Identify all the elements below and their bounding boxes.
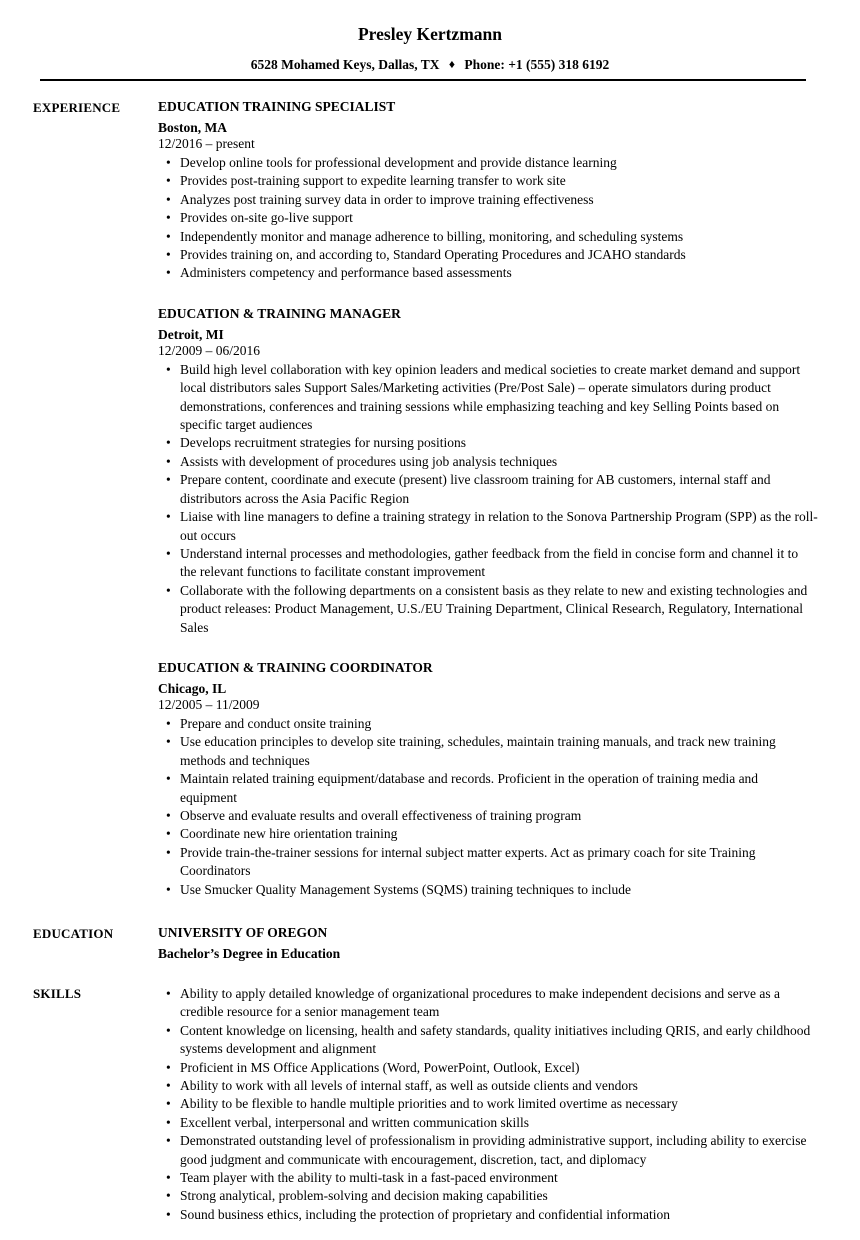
- section-label-experience: EXPERIENCE: [33, 100, 121, 115]
- job-bullet: • Provides training on, and according to, Standard Operating Procedures and JCAHO standards: [158, 246, 818, 264]
- skill-bullet: • Demonstrated outstanding level of professionalism in providing administrative support, including ability to exercise good judgment and communicate with encouragement, discretion, tact, and diplomacy: [158, 1132, 818, 1169]
- degree-name: Bachelor’s Degree in Education: [158, 946, 341, 961]
- job-bullet: • Assists with development of procedures using job analysis techniques: [158, 453, 818, 471]
- skills-content: [158, 983, 818, 1224]
- skill-bullet: • Ability to apply detailed knowledge of organizational procedures to make independent decisions and serve as a credible resource for a senior management team: [158, 985, 818, 1022]
- header-divider: [40, 79, 806, 81]
- section-label-skills: SKILLS: [33, 986, 82, 1001]
- job-bullet: • Independently monitor and manage adherence to billing, monitoring, and scheduling systems: [158, 228, 818, 246]
- job-bullet: • Provides post-training support to expedite learning transfer to work site: [158, 172, 818, 190]
- skill-bullet: • Proficient in MS Office Applications (Word, PowerPoint, Outlook, Excel): [158, 1059, 818, 1077]
- job-bullet: • Prepare and conduct onsite training: [158, 715, 818, 733]
- diamond-icon: ♦: [448, 56, 455, 71]
- candidate-name: Presley Kertzmann: [357, 24, 502, 44]
- job-dates: 12/2005 – 11/2009: [158, 696, 260, 712]
- job-bullet: • Develops recruitment strategies for nursing positions: [158, 434, 818, 452]
- contact-phone: Phone: +1 (555) 318 6192: [464, 56, 610, 72]
- job-bullet: • Observe and evaluate results and overall effectiveness of training program: [158, 807, 818, 825]
- job-bullet-list: [158, 154, 818, 283]
- job-title: EDUCATION & TRAINING MANAGER: [158, 305, 401, 321]
- contact-line: [0, 58, 860, 72]
- section-label-education: EDUCATION: [33, 926, 114, 941]
- job-bullet: • Understand internal processes and methodologies, gather feedback from the field in concise form and channel it to the relevant functions to facilitate constant improvement: [158, 545, 818, 582]
- skill-bullet: • Ability to work with all levels of internal staff, as well as outside clients and vendors: [158, 1077, 818, 1095]
- job-bullet: • Administers competency and performance based assessments: [158, 264, 818, 282]
- job-bullet: • Build high level collaboration with key opinion leaders and medical societies to create market demand and support local distributors sales Support Sales/Marketing activities (Pre/Post Sale) – operate simulators during product demonstrations, conferences and training sessions while emphasizing teaching and key Selling Points based on specific target audiences: [158, 361, 818, 435]
- job-bullet: • Collaborate with the following departments on a consistent basis as they relate to new and existing technologies and product releases: Product Management, U.S./EU Training Department, Clinical Research, Regulatory, International Sales: [158, 582, 818, 637]
- job-bullet-list: [158, 361, 818, 637]
- job-entry-2: [158, 304, 818, 637]
- job-location: Chicago, IL: [158, 680, 227, 696]
- job-bullet-list: [158, 715, 818, 899]
- skill-bullet: • Sound business ethics, including the protection of proprietary and confidential information: [158, 1206, 818, 1224]
- skill-bullet: • Excellent verbal, interpersonal and written communication skills: [158, 1114, 818, 1132]
- skills-section: [0, 983, 860, 1224]
- job-bullet: • Develop online tools for professional development and provide distance learning: [158, 154, 818, 172]
- school-name: UNIVERSITY OF OREGON: [158, 925, 328, 940]
- job-dates: 12/2016 – present: [158, 136, 255, 151]
- job-dates: 12/2009 – 06/2016: [158, 342, 261, 358]
- resume-header: [0, 0, 860, 81]
- job-bullet: • Prepare content, coordinate and execute (present) live classroom training for AB customers, internal staff and distributors across the Asia Pacific Region: [158, 471, 818, 508]
- skill-bullet: • Content knowledge on licensing, health and safety standards, quality initiatives including QRIS, and early childhood systems development and alignment: [158, 1022, 818, 1059]
- job-bullet: • Maintain related training equipment/database and records. Proficient in the operation of training media and equipment: [158, 770, 818, 807]
- skills-bullet-list: [158, 985, 818, 1224]
- contact-address: 6528 Mohamed Keys, Dallas, TX: [250, 56, 440, 72]
- job-entry-1: [158, 97, 818, 283]
- skill-bullet: • Ability to be flexible to handle multiple priorities and to work limited overtime as necessary: [158, 1095, 818, 1113]
- job-title: EDUCATION & TRAINING COORDINATOR: [158, 659, 433, 675]
- experience-section: [0, 97, 860, 899]
- job-location: Boston, MA: [158, 120, 228, 135]
- experience-content: [158, 97, 818, 899]
- skill-bullet: • Team player with the ability to multi-task in a fast-paced environment: [158, 1169, 818, 1187]
- job-title: EDUCATION TRAINING SPECIALIST: [158, 99, 396, 114]
- job-bullet: • Liaise with line managers to define a training strategy in relation to the Sonova Partnership Program (SPP) as the roll-out occurs: [158, 508, 818, 545]
- job-bullet: • Use Smucker Quality Management Systems (SQMS) training techniques to include: [158, 881, 818, 899]
- skill-bullet: • Strong analytical, problem-solving and decision making capabilities: [158, 1187, 818, 1205]
- job-entry-3: [158, 658, 818, 899]
- job-bullet: • Provide train-the-trainer sessions for internal subject matter experts. Act as primary coach for site Training Coordinators: [158, 844, 818, 881]
- job-bullet: • Analyzes post training survey data in order to improve training effectiveness: [158, 191, 818, 209]
- job-bullet: • Provides on-site go-live support: [158, 209, 818, 227]
- job-bullet: • Use education principles to develop site training, schedules, maintain training manuals, and track new training methods and techniques: [158, 733, 818, 770]
- job-bullet: • Coordinate new hire orientation training: [158, 825, 818, 843]
- education-content: [158, 923, 818, 963]
- job-location: Detroit, MI: [158, 326, 224, 342]
- education-section: [0, 923, 860, 963]
